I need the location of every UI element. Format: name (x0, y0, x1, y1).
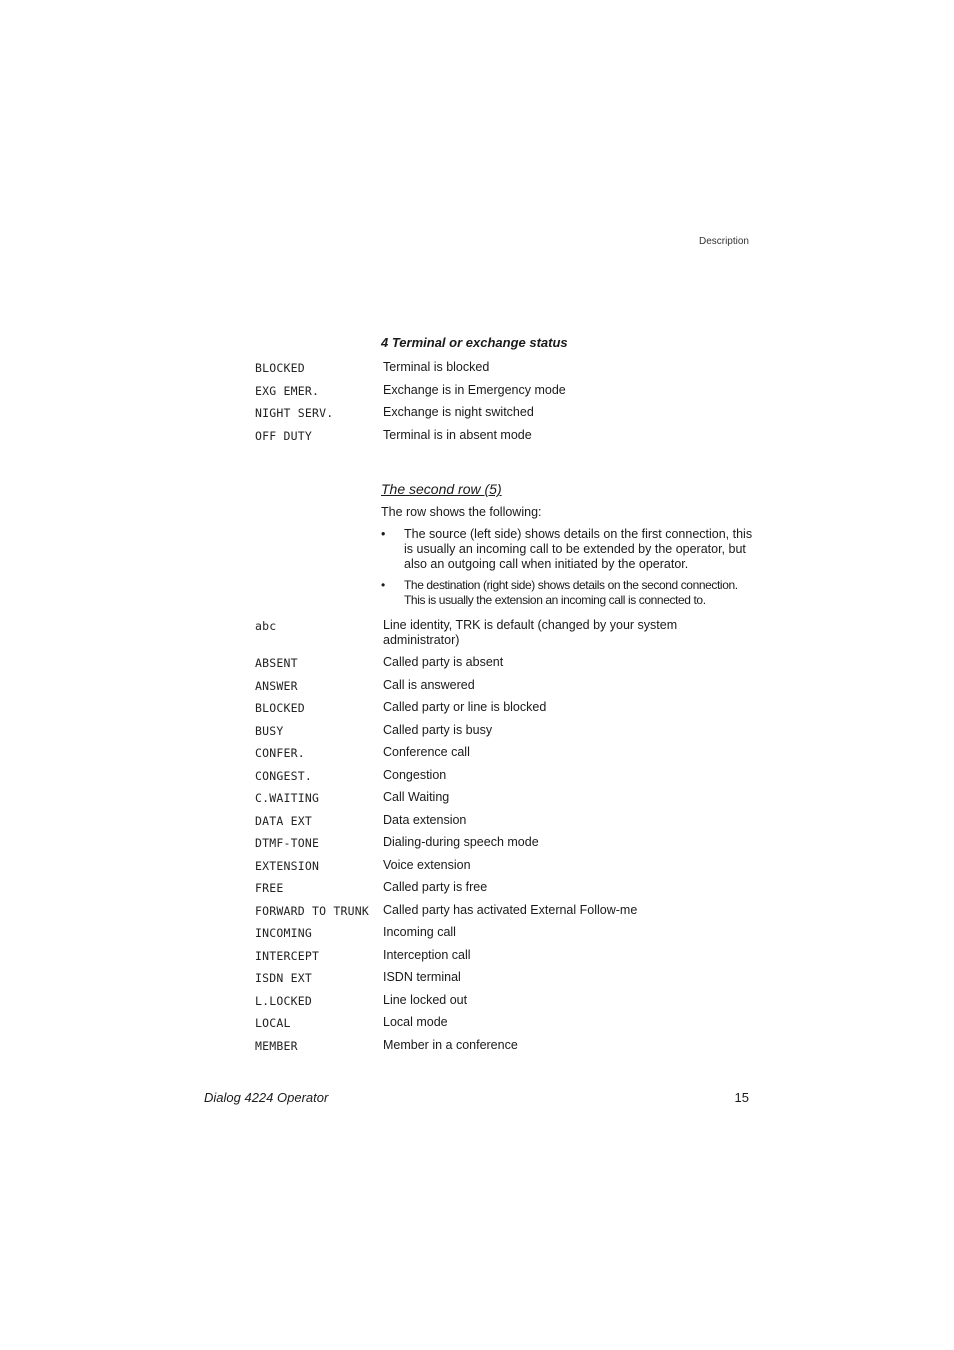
status-code: DTMF-TONE (255, 836, 320, 850)
status-description: Congestion (383, 767, 447, 782)
status-code: BLOCKED (255, 701, 305, 715)
status-code: FREE (255, 881, 284, 895)
status-code: INCOMING (255, 926, 312, 940)
status-description: Line locked out (383, 992, 468, 1007)
table-row (255, 790, 755, 813)
status-description: Conference call (383, 745, 470, 759)
table-row (255, 835, 755, 858)
table-row (255, 678, 755, 701)
table-row (255, 745, 755, 768)
status-description: Call Waiting (383, 790, 450, 804)
status-code: CONFER. (255, 746, 305, 760)
status-description: ISDN terminal (383, 970, 461, 984)
terminal-status-table (255, 360, 755, 450)
table-row (255, 618, 755, 655)
intro-text: The row shows the following: (381, 505, 542, 519)
table-row (255, 383, 755, 406)
list-item (381, 527, 753, 572)
status-description: Dialing-during speech mode (383, 835, 539, 849)
status-code: L.LOCKED (255, 993, 312, 1008)
status-code: ABSENT (255, 656, 298, 670)
list-item (381, 578, 753, 608)
status-code: BLOCKED (255, 361, 305, 375)
status-description: Exchange is in Emergency mode (383, 382, 566, 397)
status-description: Called party is busy (383, 722, 493, 737)
table-row (255, 428, 755, 451)
status-description: Called party has activated External Follow-me (383, 902, 638, 917)
status-description: Terminal is in absent mode (383, 427, 532, 442)
status-description: Line identity, TRK is default (changed by your system administrator) (383, 618, 678, 647)
status-code: INTERCEPT (255, 948, 320, 963)
table-row (255, 880, 755, 903)
status-code: EXG EMER. (255, 383, 320, 398)
status-description: Local mode (383, 1015, 448, 1029)
status-description: Terminal is blocked (383, 360, 490, 374)
status-code: DATA EXT (255, 813, 312, 828)
section-heading-terminal-status: 4 Terminal or exchange status (381, 335, 568, 350)
section-heading-second-row: The second row (5) (381, 481, 502, 497)
table-row (255, 723, 755, 746)
table-row (255, 360, 755, 383)
bullet-text: The source (left side) shows details on the first connection, this is usually an incoming call to be extended by the operator, but also an outgoing call when initiated by the operator. (404, 527, 753, 571)
status-description: Member in a conference (383, 1037, 518, 1052)
table-row (255, 858, 755, 881)
bullet-list (381, 527, 753, 614)
bullet-icon: • (381, 578, 385, 592)
table-row (255, 655, 755, 678)
running-header: Description (698, 236, 749, 247)
status-code: NIGHT SERV. (255, 406, 334, 420)
table-row (255, 768, 755, 791)
status-description: Interception call (383, 947, 471, 962)
table-row (255, 925, 755, 948)
status-description: Called party is free (383, 880, 488, 894)
table-row (255, 970, 755, 993)
table-row (255, 1015, 755, 1038)
table-row (255, 948, 755, 971)
status-code: ANSWER (255, 678, 298, 693)
second-row-table (255, 618, 755, 1060)
status-code: BUSY (255, 723, 284, 738)
table-row (255, 993, 755, 1016)
status-code: EXTENSION (255, 858, 320, 873)
bullet-text: The destination (right side) shows details on the second connection. This is usually the extension an incoming call is connected to. (404, 578, 738, 607)
status-code: abc (255, 619, 277, 633)
status-description: Data extension (383, 812, 467, 827)
table-row (255, 405, 755, 428)
status-description: Call is answered (383, 677, 475, 692)
table-row (255, 700, 755, 723)
status-code: ISDN EXT (255, 971, 312, 985)
status-description: Voice extension (383, 857, 471, 872)
status-description: Incoming call (383, 925, 456, 939)
footer-page-number: 15 (734, 1090, 749, 1105)
table-row (255, 813, 755, 836)
status-description: Exchange is night switched (383, 405, 534, 419)
status-code: CONGEST. (255, 768, 312, 783)
bullet-icon: • (381, 527, 386, 541)
status-code: C.WAITING (255, 791, 320, 805)
table-row (255, 903, 755, 926)
status-description: Called party is absent (383, 655, 504, 669)
status-code: FORWARD TO TRUNK (255, 903, 369, 918)
status-code: MEMBER (255, 1038, 298, 1053)
status-code: LOCAL (255, 1016, 291, 1030)
status-code: OFF DUTY (255, 428, 312, 443)
status-description: Called party or line is blocked (383, 700, 547, 714)
table-row (255, 1038, 755, 1061)
footer-document-title: Dialog 4224 Operator (204, 1090, 329, 1105)
